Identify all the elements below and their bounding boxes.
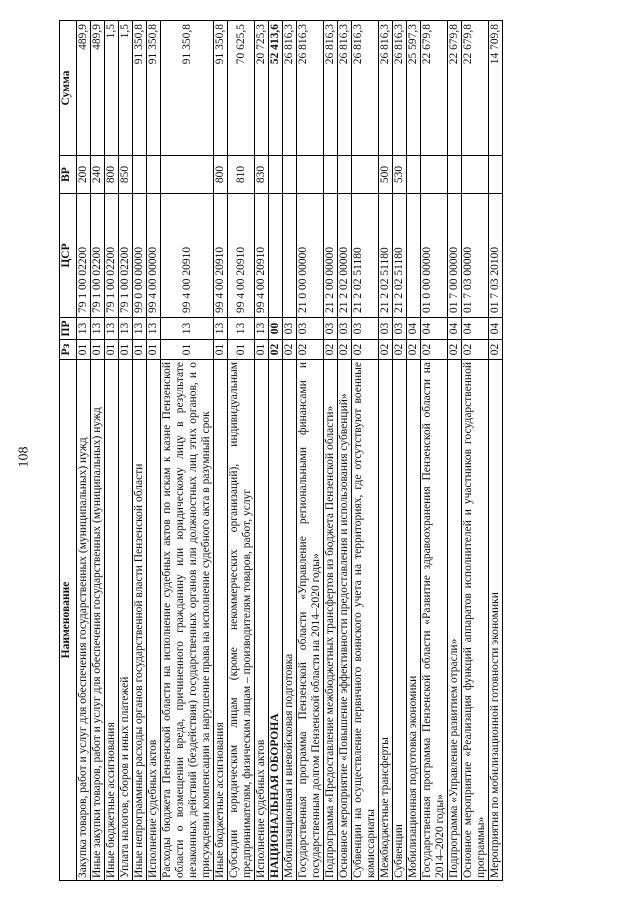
cell-sum: 26 816,3	[338, 21, 352, 156]
cell-csr: 99 4 00 20910	[161, 194, 214, 318]
header-vr: ВР	[60, 156, 77, 194]
cell-rz: 02	[283, 340, 297, 360]
cell-sum: 20 725,3	[255, 21, 269, 156]
cell-vr: 800	[214, 156, 228, 194]
cell-vr	[352, 156, 379, 194]
cell-name: Основное мероприятие «Реализация функций аппаратов исполнителей и участников государственной программы»	[462, 360, 489, 881]
cell-csr: 21 2 02 00000	[338, 194, 352, 318]
cell-name: Исполнение судебных актов	[147, 360, 161, 881]
cell-pr: 13	[228, 318, 255, 340]
cell-rz: 02	[393, 340, 407, 360]
cell-sum: 26 816,3	[283, 21, 297, 156]
cell-pr: 13	[161, 318, 214, 340]
table-row	[77, 21, 91, 881]
table-row	[283, 21, 297, 881]
cell-csr: 99 4 00 20910	[214, 194, 228, 318]
cell-name: Иные непрограммные расходы органов государственной власти Пензенской области	[133, 360, 147, 881]
cell-name: Мобилизационная и вневойсковая подготовка	[283, 360, 297, 881]
cell-sum: 489,9	[77, 21, 91, 156]
cell-csr: 01 7 03 20100	[489, 194, 503, 318]
cell-vr	[133, 156, 147, 194]
cell-vr	[489, 156, 503, 194]
cell-rz: 01	[255, 340, 269, 360]
cell-vr	[462, 156, 489, 194]
cell-csr: 01 0 00 00000	[421, 194, 448, 318]
cell-csr: 99 4 00 20910	[255, 194, 269, 318]
cell-pr: 04	[448, 318, 462, 340]
cell-name: Подпрограмма «Предоставление межбюджетных трансфертов из бюджета Пензенской области»	[324, 360, 338, 881]
cell-name: Основное мероприятие «Повышение эффективности предоставления и использования субвенций»	[338, 360, 352, 881]
cell-rz: 02	[352, 340, 379, 360]
cell-sum: 22 679,8	[448, 21, 462, 156]
cell-sum: 25 597,3	[407, 21, 421, 156]
cell-rz: 02	[421, 340, 448, 360]
cell-sum: 70 625,5	[228, 21, 255, 156]
cell-name: Иные бюджетные ассигнования	[214, 360, 228, 881]
cell-pr: 04	[407, 318, 421, 340]
table-row	[324, 21, 338, 881]
cell-rz: 02	[269, 340, 283, 360]
cell-rz: 01	[91, 340, 105, 360]
cell-csr	[269, 194, 283, 318]
cell-name: Расходы бюджета Пензенской области на исполнение судебных актов по искам к казне Пензенской области о возмещении вреда, причиненного гражданину или юридическому лицу в результате незаконных действий (бездействия) государственных органов или должностных лиц этих органов, и о присуждении компенсации за нарушение права на исполнение судебного акта в разумный срок	[161, 360, 214, 881]
cell-pr: 03	[324, 318, 338, 340]
cell-vr: 830	[255, 156, 269, 194]
cell-rz: 01	[147, 340, 161, 360]
page-number: 108	[16, 446, 32, 468]
cell-vr: 810	[228, 156, 255, 194]
cell-sum: 91 350,8	[161, 21, 214, 156]
table-header-row	[60, 21, 77, 881]
table-row	[255, 21, 269, 881]
cell-sum: 22 679,8	[421, 21, 448, 156]
cell-csr: 21 0 00 00000	[297, 194, 324, 318]
cell-rz: 01	[77, 340, 91, 360]
cell-vr: 530	[393, 156, 407, 194]
cell-vr	[421, 156, 448, 194]
table-row	[133, 21, 147, 881]
cell-vr	[324, 156, 338, 194]
cell-vr	[161, 156, 214, 194]
cell-sum: 91 350,8	[147, 21, 161, 156]
header-pr: ПР	[60, 318, 77, 340]
cell-sum: 52 413,6	[269, 21, 283, 156]
budget-table-container	[59, 21, 569, 881]
cell-name: Иные закупки товаров, работ и услуг для обеспечения государственных (муниципальных) нужд	[91, 360, 105, 881]
table-row	[379, 21, 393, 881]
cell-rz: 01	[119, 340, 133, 360]
budget-table	[59, 20, 503, 881]
cell-pr: 04	[462, 318, 489, 340]
cell-sum: 26 816,3	[324, 21, 338, 156]
cell-rz: 02	[297, 340, 324, 360]
table-row	[214, 21, 228, 881]
cell-pr: 03	[338, 318, 352, 340]
table-row	[91, 21, 105, 881]
table-row	[119, 21, 133, 881]
cell-sum: 22 679,8	[462, 21, 489, 156]
cell-name: Субвенции на осуществление первичного воинского учета на территориях, где отсутствуют военные комиссариаты	[352, 360, 379, 881]
cell-vr: 800	[105, 156, 119, 194]
cell-rz: 02	[462, 340, 489, 360]
cell-pr: 13	[147, 318, 161, 340]
cell-sum: 91 350,8	[214, 21, 228, 156]
cell-csr: 79 1 00 02200	[105, 194, 119, 318]
cell-rz: 02	[379, 340, 393, 360]
cell-vr: 850	[119, 156, 133, 194]
cell-vr	[283, 156, 297, 194]
table-row	[489, 21, 503, 881]
cell-sum: 14 709,8	[489, 21, 503, 156]
cell-vr	[269, 156, 283, 194]
table-row	[448, 21, 462, 881]
cell-rz: 02	[407, 340, 421, 360]
cell-vr: 200	[77, 156, 91, 194]
cell-name: Подпрограмма «Управление развитием отрасли»	[448, 360, 462, 881]
cell-sum: 1,5	[105, 21, 119, 156]
header-sum: Сумма	[60, 21, 77, 156]
table-row	[462, 21, 489, 881]
cell-pr: 03	[393, 318, 407, 340]
cell-vr	[297, 156, 324, 194]
cell-csr: 99 4 00 20910	[228, 194, 255, 318]
cell-name: Межбюджетные трансферты	[379, 360, 393, 881]
table-row	[269, 21, 283, 881]
cell-rz: 01	[214, 340, 228, 360]
cell-pr: 00	[269, 318, 283, 340]
table-row	[297, 21, 324, 881]
cell-pr: 13	[214, 318, 228, 340]
table-row	[161, 21, 214, 881]
table-row	[421, 21, 448, 881]
cell-pr: 13	[105, 318, 119, 340]
cell-name: Государственная программа Пензенской области «Развитие здравоохранения Пензенской области на 2014–2020 годы»	[421, 360, 448, 881]
cell-pr: 13	[119, 318, 133, 340]
cell-name: Исполнение судебных актов	[255, 360, 269, 881]
cell-pr: 03	[352, 318, 379, 340]
cell-vr	[147, 156, 161, 194]
cell-vr	[338, 156, 352, 194]
cell-name: Субвенции	[393, 360, 407, 881]
cell-sum: 26 816,3	[379, 21, 393, 156]
cell-csr: 79 1 00 02200	[119, 194, 133, 318]
cell-csr: 01 7 03 00000	[462, 194, 489, 318]
cell-rz: 01	[133, 340, 147, 360]
cell-name: Иные бюджетные ассигнования	[105, 360, 119, 881]
cell-rz: 02	[324, 340, 338, 360]
cell-csr: 21 2 02 51180	[352, 194, 379, 318]
cell-sum: 26 816,3	[352, 21, 379, 156]
table-row	[338, 21, 352, 881]
cell-csr: 79 1 00 02200	[77, 194, 91, 318]
cell-name: Закупка товаров, работ и услуг для обеспечения государственных (муниципальных) нужд	[77, 360, 91, 881]
cell-sum: 91 350,8	[133, 21, 147, 156]
header-name: Наименование	[60, 360, 77, 881]
cell-name: Государственная программа Пензенской области «Управление региональными финансами и государственным долгом Пензенской области на 2014–2020 годы»	[297, 360, 324, 881]
cell-name: Уплата налогов, сборов и иных платежей	[119, 360, 133, 881]
cell-pr: 03	[297, 318, 324, 340]
cell-vr: 500	[379, 156, 393, 194]
cell-vr: 240	[91, 156, 105, 194]
cell-name: Мероприятия по мобилизационной готовности экономики	[489, 360, 503, 881]
header-rz: Рз	[60, 340, 77, 360]
table-row	[352, 21, 379, 881]
cell-name: Субсидии юридическим лицам (кроме некоммерческих организаций), индивидуальным предпринимателям, физическим лицам – производителям товаров, работ, услуг	[228, 360, 255, 881]
cell-rz: 02	[338, 340, 352, 360]
cell-vr	[448, 156, 462, 194]
table-row	[147, 21, 161, 881]
cell-pr: 03	[283, 318, 297, 340]
table-row	[393, 21, 407, 881]
cell-csr: 21 2 02 51180	[379, 194, 393, 318]
cell-sum: 26 816,3	[297, 21, 324, 156]
cell-pr: 04	[489, 318, 503, 340]
cell-csr: 99 4 00 00000	[147, 194, 161, 318]
cell-rz: 02	[448, 340, 462, 360]
cell-pr: 13	[77, 318, 91, 340]
header-csr: ЦСР	[60, 194, 77, 318]
cell-sum: 26 816,3	[393, 21, 407, 156]
cell-csr	[407, 194, 421, 318]
cell-sum: 1,5	[119, 21, 133, 156]
cell-name: Мобилизационная подготовка экономики	[407, 360, 421, 881]
cell-pr: 13	[133, 318, 147, 340]
cell-rz: 01	[228, 340, 255, 360]
table-row	[407, 21, 421, 881]
cell-csr: 79 1 00 02200	[91, 194, 105, 318]
cell-csr: 21 2 00 00000	[324, 194, 338, 318]
cell-rz: 01	[161, 340, 214, 360]
cell-csr: 99 0 00 00000	[133, 194, 147, 318]
cell-sum: 489,9	[91, 21, 105, 156]
cell-pr: 04	[421, 318, 448, 340]
cell-csr	[283, 194, 297, 318]
cell-pr: 13	[255, 318, 269, 340]
cell-vr	[407, 156, 421, 194]
cell-pr: 03	[379, 318, 393, 340]
cell-csr: 21 2 02 51180	[393, 194, 407, 318]
cell-csr: 01 7 00 00000	[448, 194, 462, 318]
cell-rz: 01	[105, 340, 119, 360]
cell-pr: 13	[91, 318, 105, 340]
cell-name: НАЦИОНАЛЬНАЯ ОБОРОНА	[269, 360, 283, 881]
table-row	[228, 21, 255, 881]
table-row	[105, 21, 119, 881]
cell-rz: 02	[489, 340, 503, 360]
